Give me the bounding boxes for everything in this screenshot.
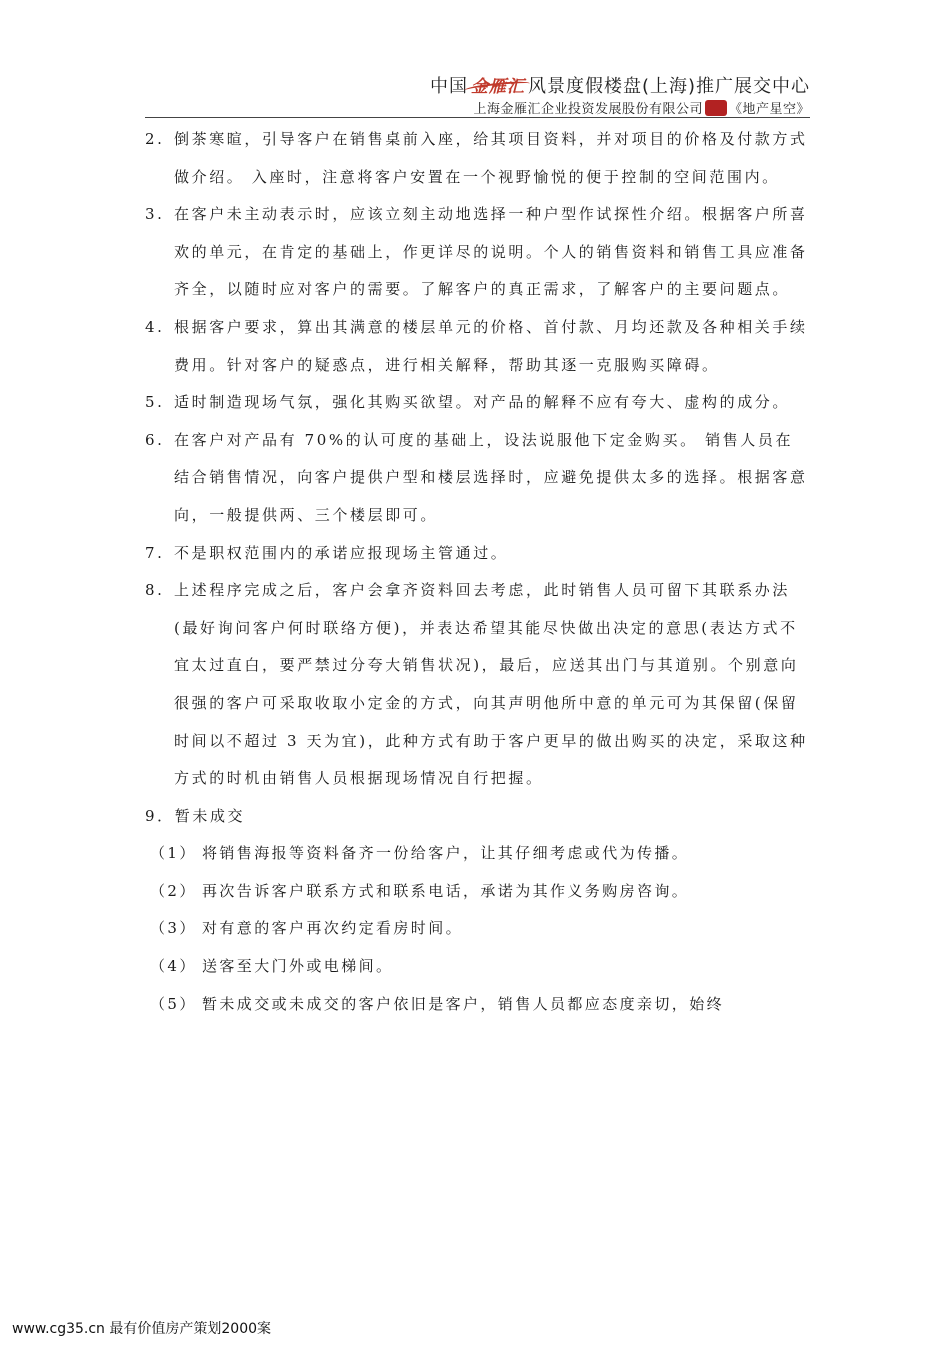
item-number: 4. [145, 317, 165, 336]
sub-item [145, 835, 810, 873]
sub-item-text: 对有意的客户再次约定看房时间。 [202, 919, 464, 938]
item-number: 2. [145, 130, 165, 148]
list-item [145, 196, 810, 309]
list-item [145, 535, 810, 573]
list-item [145, 572, 810, 798]
header-prefix: 中国 [429, 76, 468, 97]
sub-item-number: （5） [150, 994, 197, 1013]
sub-item-number: （2） [150, 881, 197, 900]
item-number: 8. [145, 581, 165, 600]
sub-item-number: （4） [150, 957, 197, 976]
item-text: 适时制造现场气氛，强化其购买欲望。对产品的解释不应有夸大、虚构的成分。 [174, 393, 791, 412]
sub-item [145, 948, 810, 986]
item-text: 不是职权范围内的承诺应报现场主管通过。 [174, 543, 509, 562]
sub-item-text: 暂未成交或未成交的客户依旧是客户，销售人员都应态度亲切，始终 [202, 994, 725, 1013]
section-heading: 9．暂未成交 [145, 806, 246, 825]
item-text: 在客户未主动表示时，应该立刻主动地选择一种户型作试探性介绍。根据客户所喜欢的单元，在肯定的基础上，作更详尽的说明。个人的销售资料和销售工具应准备齐全，以随时应对客户的需要。了解客户的真正需求，了解客户的主要问题点。 [174, 205, 808, 299]
item-text: 在客户对产品有 70%的认可度的基础上，设法说服他下定金购买。 销售人员在结合销售情况，向客户提供户型和楼层选择时，应避免提供太多的选择。根据客意向，一般提供两、三个楼层即可。 [174, 430, 808, 524]
series-name: 《地产星空》 [728, 102, 810, 117]
sub-item-number: （1） [150, 844, 197, 863]
sub-item-text: 将销售海报等资料备齐一份给客户，让其仔细考虑或代为传播。 [202, 844, 690, 863]
list-item [145, 309, 810, 384]
sub-item [145, 986, 810, 1024]
item-number: 3. [145, 205, 165, 224]
sub-item [145, 910, 810, 948]
list-item [145, 384, 810, 422]
item-number: 6. [145, 430, 165, 449]
company-name: 上海金雁汇企业投资发展股份有限公司 [473, 102, 703, 117]
item-text: 根据客户要求，算出其满意的楼层单元的价格、首付款、月均还款及各种相关手续费用。针对客户的疑惑点，进行相关解释，帮助其逐一克服购买障碍。 [174, 317, 808, 374]
header-title [430, 72, 810, 98]
item-number: 5. [145, 393, 165, 412]
sub-item [145, 873, 810, 911]
list-item [145, 422, 810, 535]
page-header [145, 72, 810, 118]
list-item [145, 121, 810, 196]
item-text: 上述程序完成之后，客户会拿齐资料回去考虑，此时销售人员可留下其联系办法(最好询问客户何时联络方便)，并表达希望其能尽快做出决定的意思(表达方式不宜太过直白，要严禁过分夸大销售状况)，最后，应送其出门与其道别。个别意向很强的客户可采取收取小定金的方式，向其声明他所中意的单元可为其保留(保留时间以不超过 3 天为宜)，此种方式有助于客户更早的做出购买的决定，采取这种方式的时机由销售人员根据现场情况自行把握。 [174, 581, 808, 788]
seal-icon [705, 100, 727, 116]
document-body [145, 121, 810, 1023]
sub-item-text: 再次告诉客户联系方式和联系电话，承诺为其作义务购房咨询。 [202, 881, 690, 900]
header-divider [145, 117, 810, 118]
sub-item-text: 送客至大门外或电梯间。 [202, 957, 394, 976]
sub-item-number: （3） [150, 919, 197, 938]
page-footer: www.cg35.cn 最有价值房产策划2000案 [12, 1321, 272, 1337]
brand-logo: 金雁汇 [468, 72, 528, 97]
item-text: 倒茶寒暄，引导客户在销售桌前入座，给其项目资料，并对项目的价格及付款方式做介绍。 入座时，注意将客户安置在一个视野愉悦的便于控制的空间范围内。 [174, 130, 808, 186]
item-number: 7. [145, 543, 165, 562]
header-suffix: 风景度假楼盘(上海)推广展交中心 [527, 76, 810, 97]
header-subtitle [473, 98, 810, 116]
